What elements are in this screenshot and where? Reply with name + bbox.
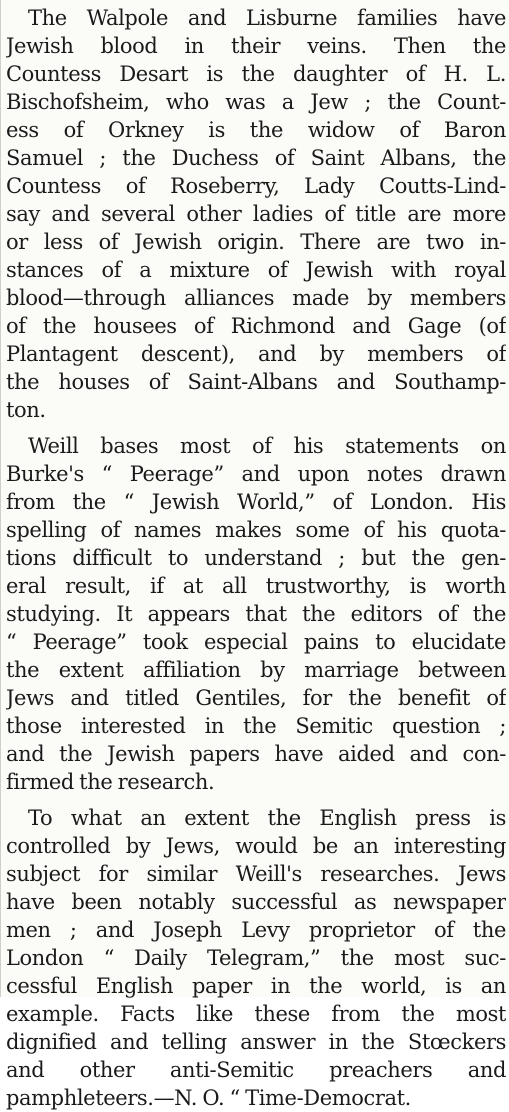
text-line: those interested in the Semitic question ;: [6, 714, 506, 738]
article-paragraph: [6, 804, 506, 1112]
article-body: [6, 4, 506, 1112]
text-line: or less of Jewish origin. There are two in-: [6, 230, 506, 254]
column-rule: [0, 0, 1, 997]
text-line: studying. It appears that the editors of the: [6, 602, 506, 626]
text-line: Countess Desart is the daughter of H. L.: [6, 62, 506, 86]
text-line: To what an extent the English press is: [28, 806, 506, 830]
text-line: spelling of names makes some of his quota-: [6, 518, 506, 542]
article-paragraph: [6, 4, 506, 424]
text-line: London “ Daily Telegram,” the most suc-: [6, 946, 506, 970]
text-line: firmed the research.: [6, 770, 215, 794]
article-paragraph: [6, 432, 506, 796]
text-line: Jews and titled Gentiles, for the benefit of: [6, 686, 506, 710]
text-line: Plantagent descent), and by members of: [6, 342, 506, 366]
text-line: eral result, if at all trustworthy, is worth: [6, 574, 506, 598]
text-line: the houses of Saint-Albans and Southamp-: [6, 370, 506, 394]
text-line: subject for similar Weill's researches. Jews: [6, 862, 506, 886]
text-line: have been notably successful as newspaper: [6, 890, 506, 914]
text-line: Weill bases most of his statements on: [28, 434, 506, 458]
text-line: ton.: [6, 398, 46, 422]
text-line: cessful English paper in the world, is an: [6, 974, 506, 998]
text-line: men ; and Joseph Levy proprietor of the: [6, 918, 506, 942]
text-line: from the “ Jewish World,” of London. His: [6, 490, 506, 514]
text-line: Burke's “ Peerage” and upon notes drawn: [6, 462, 506, 486]
text-line: blood—through alliances made by members: [6, 286, 506, 310]
text-line: The Walpole and Lisburne families have: [28, 6, 506, 30]
text-line: stances of a mixture of Jewish with royal: [6, 258, 506, 282]
text-line: and the Jewish papers have aided and con-: [6, 742, 506, 766]
text-line: Samuel ; the Duchess of Saint Albans, the: [6, 146, 506, 170]
text-line: the extent affiliation by marriage between: [6, 658, 506, 682]
text-line: dignified and telling answer in the Stœckers: [6, 1030, 506, 1054]
text-line: Jewish blood in their veins. Then the: [6, 34, 506, 58]
text-line: of the housees of Richmond and Gage (of: [6, 314, 506, 338]
text-line: tions difficult to understand ; but the gen-: [6, 546, 506, 570]
text-line: “ Peerage” took especial pains to elucidate: [6, 630, 506, 654]
text-line: Countess of Roseberry, Lady Coutts-Lind-: [6, 174, 506, 198]
text-line: and other anti-Semitic preachers and: [6, 1058, 506, 1082]
text-line: ess of Orkney is the widow of Baron: [6, 118, 506, 142]
text-line: controlled by Jews, would be an interesting: [6, 834, 506, 858]
text-line: pamphleteers.—N. O. “ Time-Democrat.: [6, 1086, 411, 1110]
text-line: say and several other ladies of title are more: [6, 202, 506, 226]
text-line: example. Facts like these from the most: [6, 1002, 506, 1026]
text-line: Bischofsheim, who was a Jew ; the Count-: [6, 90, 506, 114]
